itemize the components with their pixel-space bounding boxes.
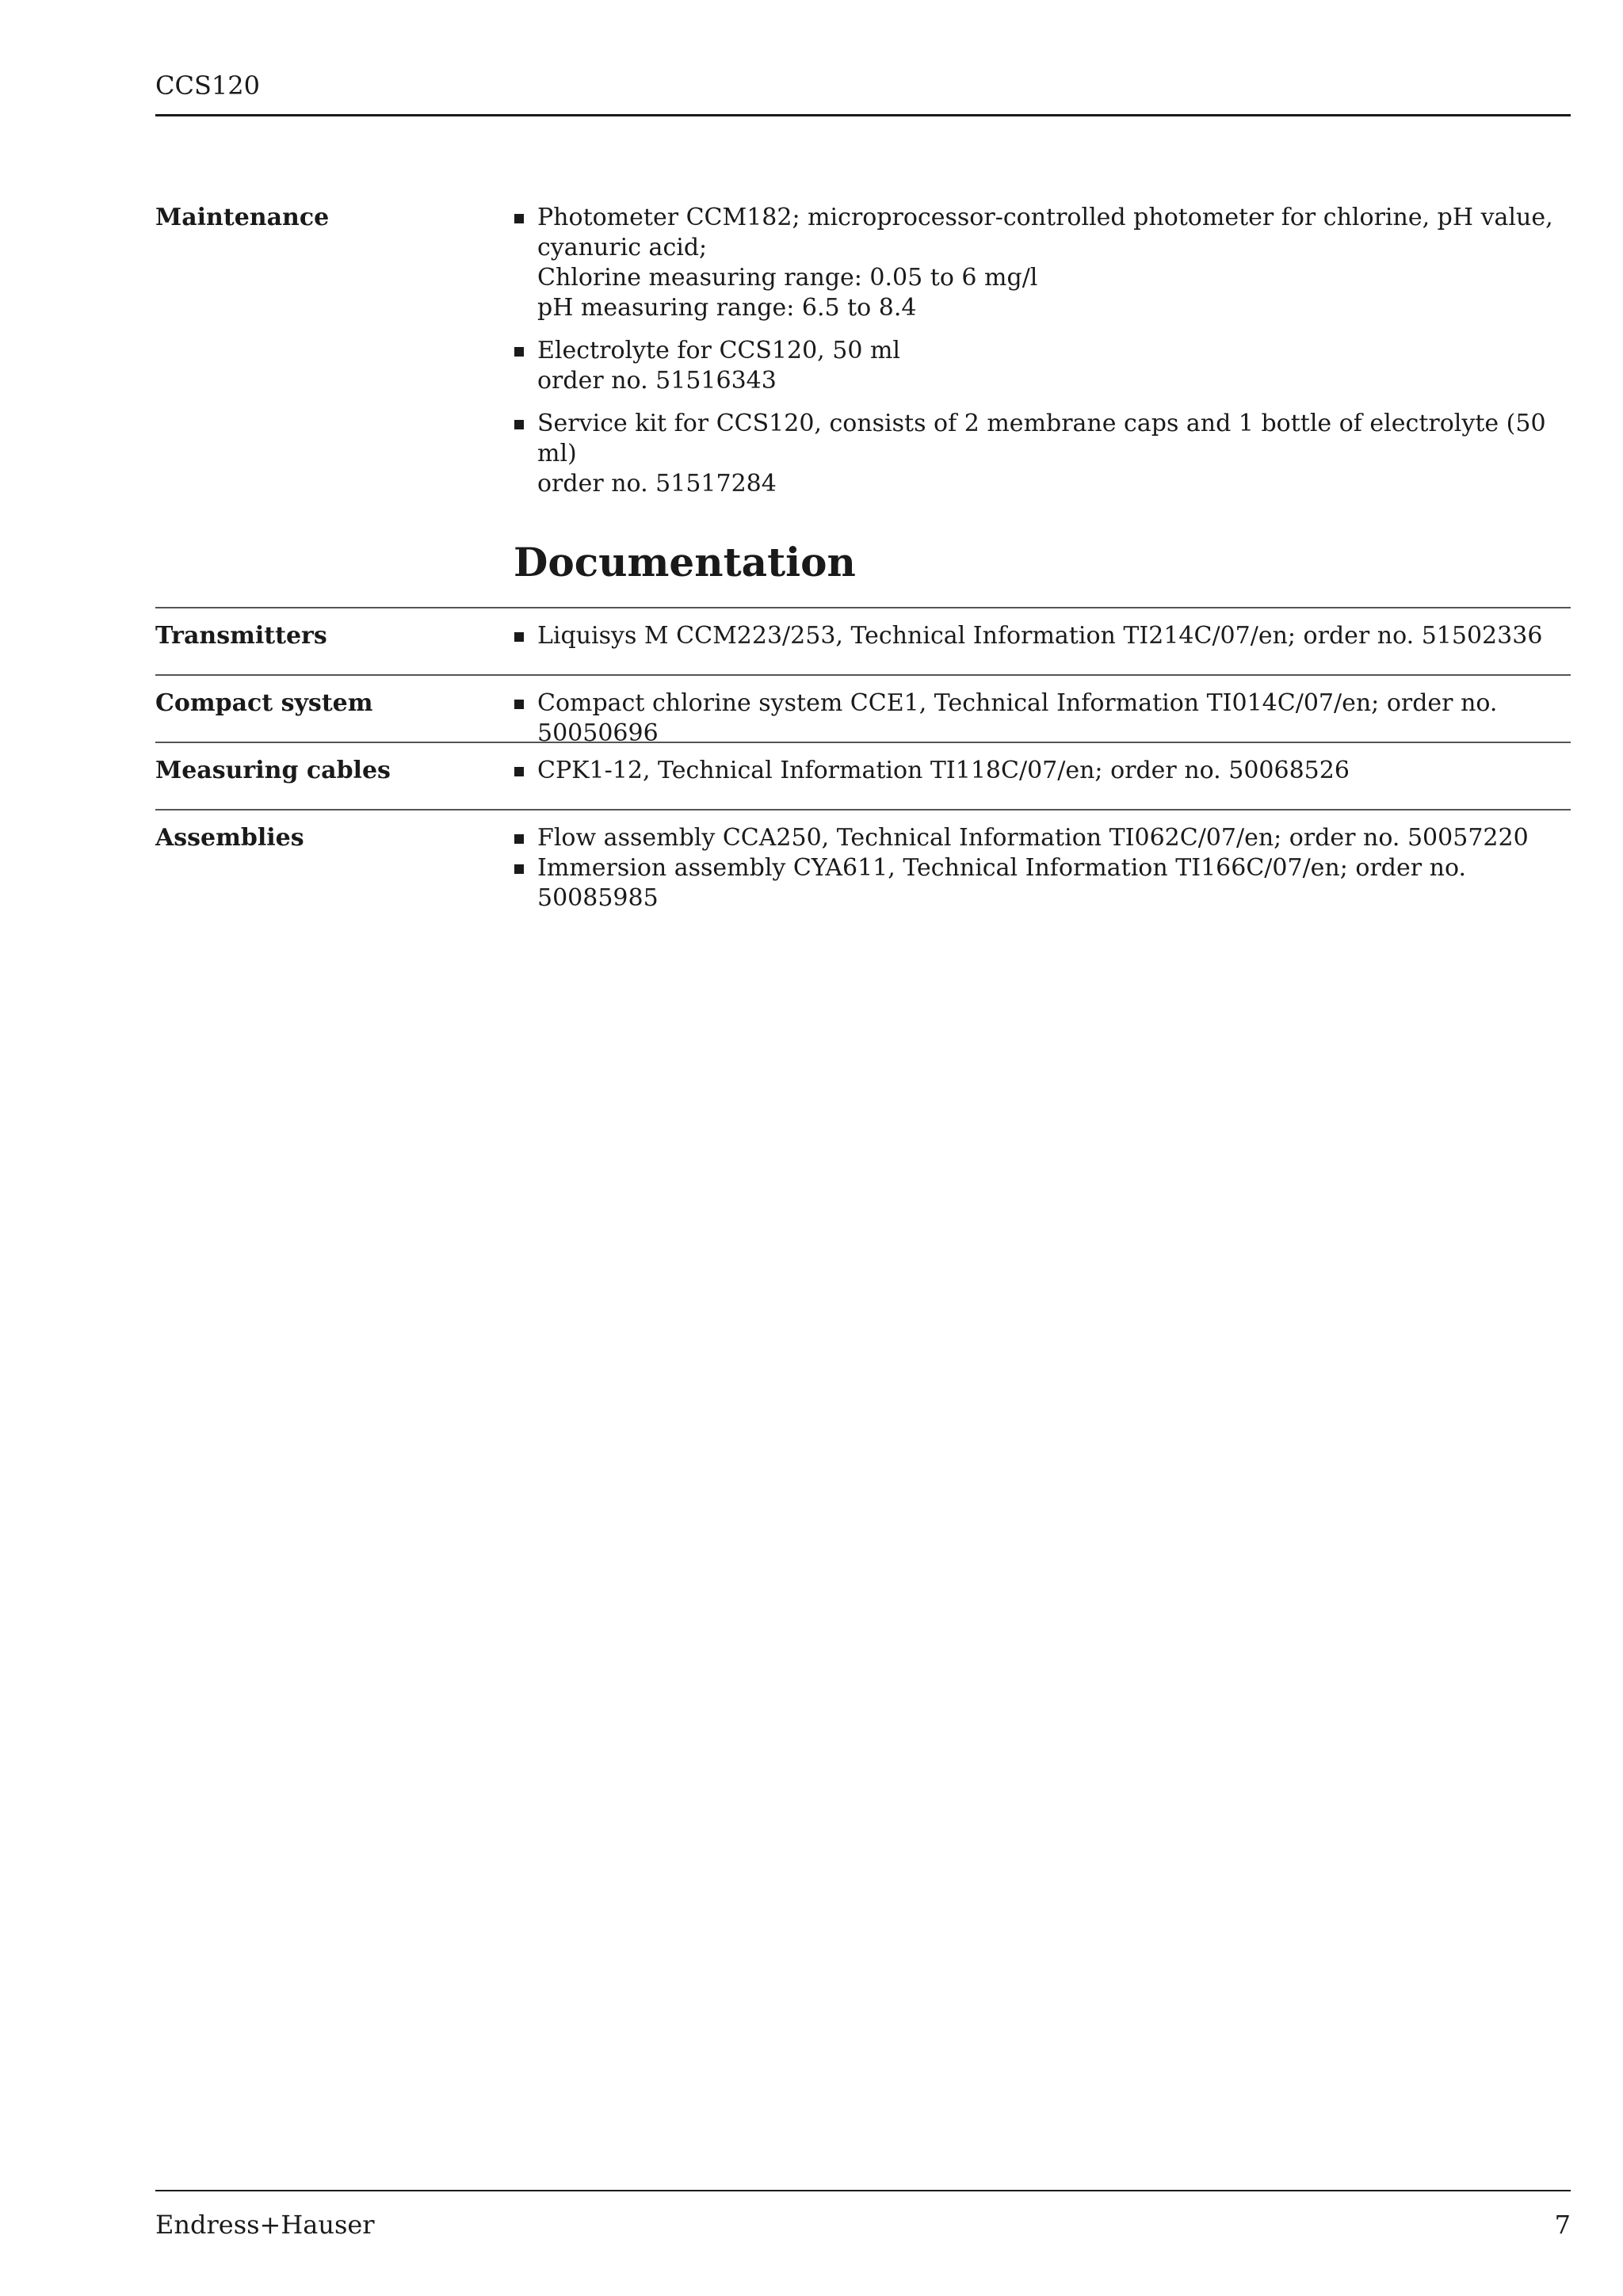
document-title: CCS120 (155, 71, 260, 101)
measuring-cables-label: Measuring cables (155, 757, 391, 784)
footer-divider (155, 2190, 1571, 2191)
transmitters-list (514, 621, 1571, 651)
header-divider (155, 114, 1571, 116)
list-item-text: Immersion assembly CYA611, Technical Information TI166C/07/en; order no. 50085985 (537, 854, 1467, 912)
compact-system-list (514, 688, 1571, 749)
bullet-square-icon (514, 864, 524, 874)
bullet-square-icon (514, 834, 524, 844)
section-divider (155, 607, 1571, 608)
bullet-square-icon (514, 420, 524, 429)
transmitters-label: Transmitters (155, 622, 327, 650)
list-item-text: Photometer CCM182; microprocessor-controlled photometer for chlorine, pH value, cyanuric acid; (537, 204, 1553, 261)
list-item (514, 409, 1571, 499)
bullet-square-icon (514, 214, 524, 223)
maintenance-label: Maintenance (155, 204, 330, 231)
list-item-text: Service kit for CCS120, consists of 2 membrane caps and 1 bottle of electrolyte (50 ml) (537, 410, 1546, 467)
bullet-square-icon (514, 632, 524, 642)
list-item-text: Liquisys M CCM223/253, Technical Information TI214C/07/en; order no. 51502336 (537, 622, 1543, 650)
list-item-text: Chlorine measuring range: 0.05 to 6 mg/l (537, 264, 1038, 292)
assemblies-label: Assemblies (155, 824, 304, 852)
compact-system-label: Compact system (155, 689, 373, 717)
page-number: 7 (1554, 2210, 1571, 2240)
list-item-text: pH measuring range: 6.5 to 8.4 (537, 294, 917, 322)
section-divider (155, 742, 1571, 743)
list-item (514, 756, 1571, 786)
bullet-square-icon (514, 767, 524, 776)
maintenance-list (514, 203, 1571, 499)
measuring-cables-list (514, 756, 1571, 786)
assemblies-list (514, 823, 1571, 913)
list-item-text: order no. 51517284 (537, 470, 777, 498)
list-item-text: Electrolyte for CCS120, 50 ml (537, 337, 900, 364)
list-item-text: Flow assembly CCA250, Technical Information TI062C/07/en; order no. 50057220 (537, 824, 1529, 852)
list-item (514, 688, 1571, 749)
list-item (514, 853, 1571, 913)
section-divider (155, 674, 1571, 676)
section-heading: Documentation (514, 539, 856, 585)
list-item-text: order no. 51516343 (537, 367, 777, 395)
list-item-text: CPK1-12, Technical Information TI118C/07/en; order no. 50068526 (537, 757, 1350, 784)
section-divider (155, 809, 1571, 810)
list-item (514, 621, 1571, 651)
company-name: Endress+Hauser (155, 2210, 375, 2240)
list-item (514, 203, 1571, 323)
list-item-text: Compact chlorine system CCE1, Technical Information TI014C/07/en; order no. 50050696 (537, 689, 1498, 747)
list-item (514, 336, 1571, 396)
bullet-square-icon (514, 700, 524, 709)
bullet-square-icon (514, 347, 524, 357)
list-item (514, 823, 1571, 853)
